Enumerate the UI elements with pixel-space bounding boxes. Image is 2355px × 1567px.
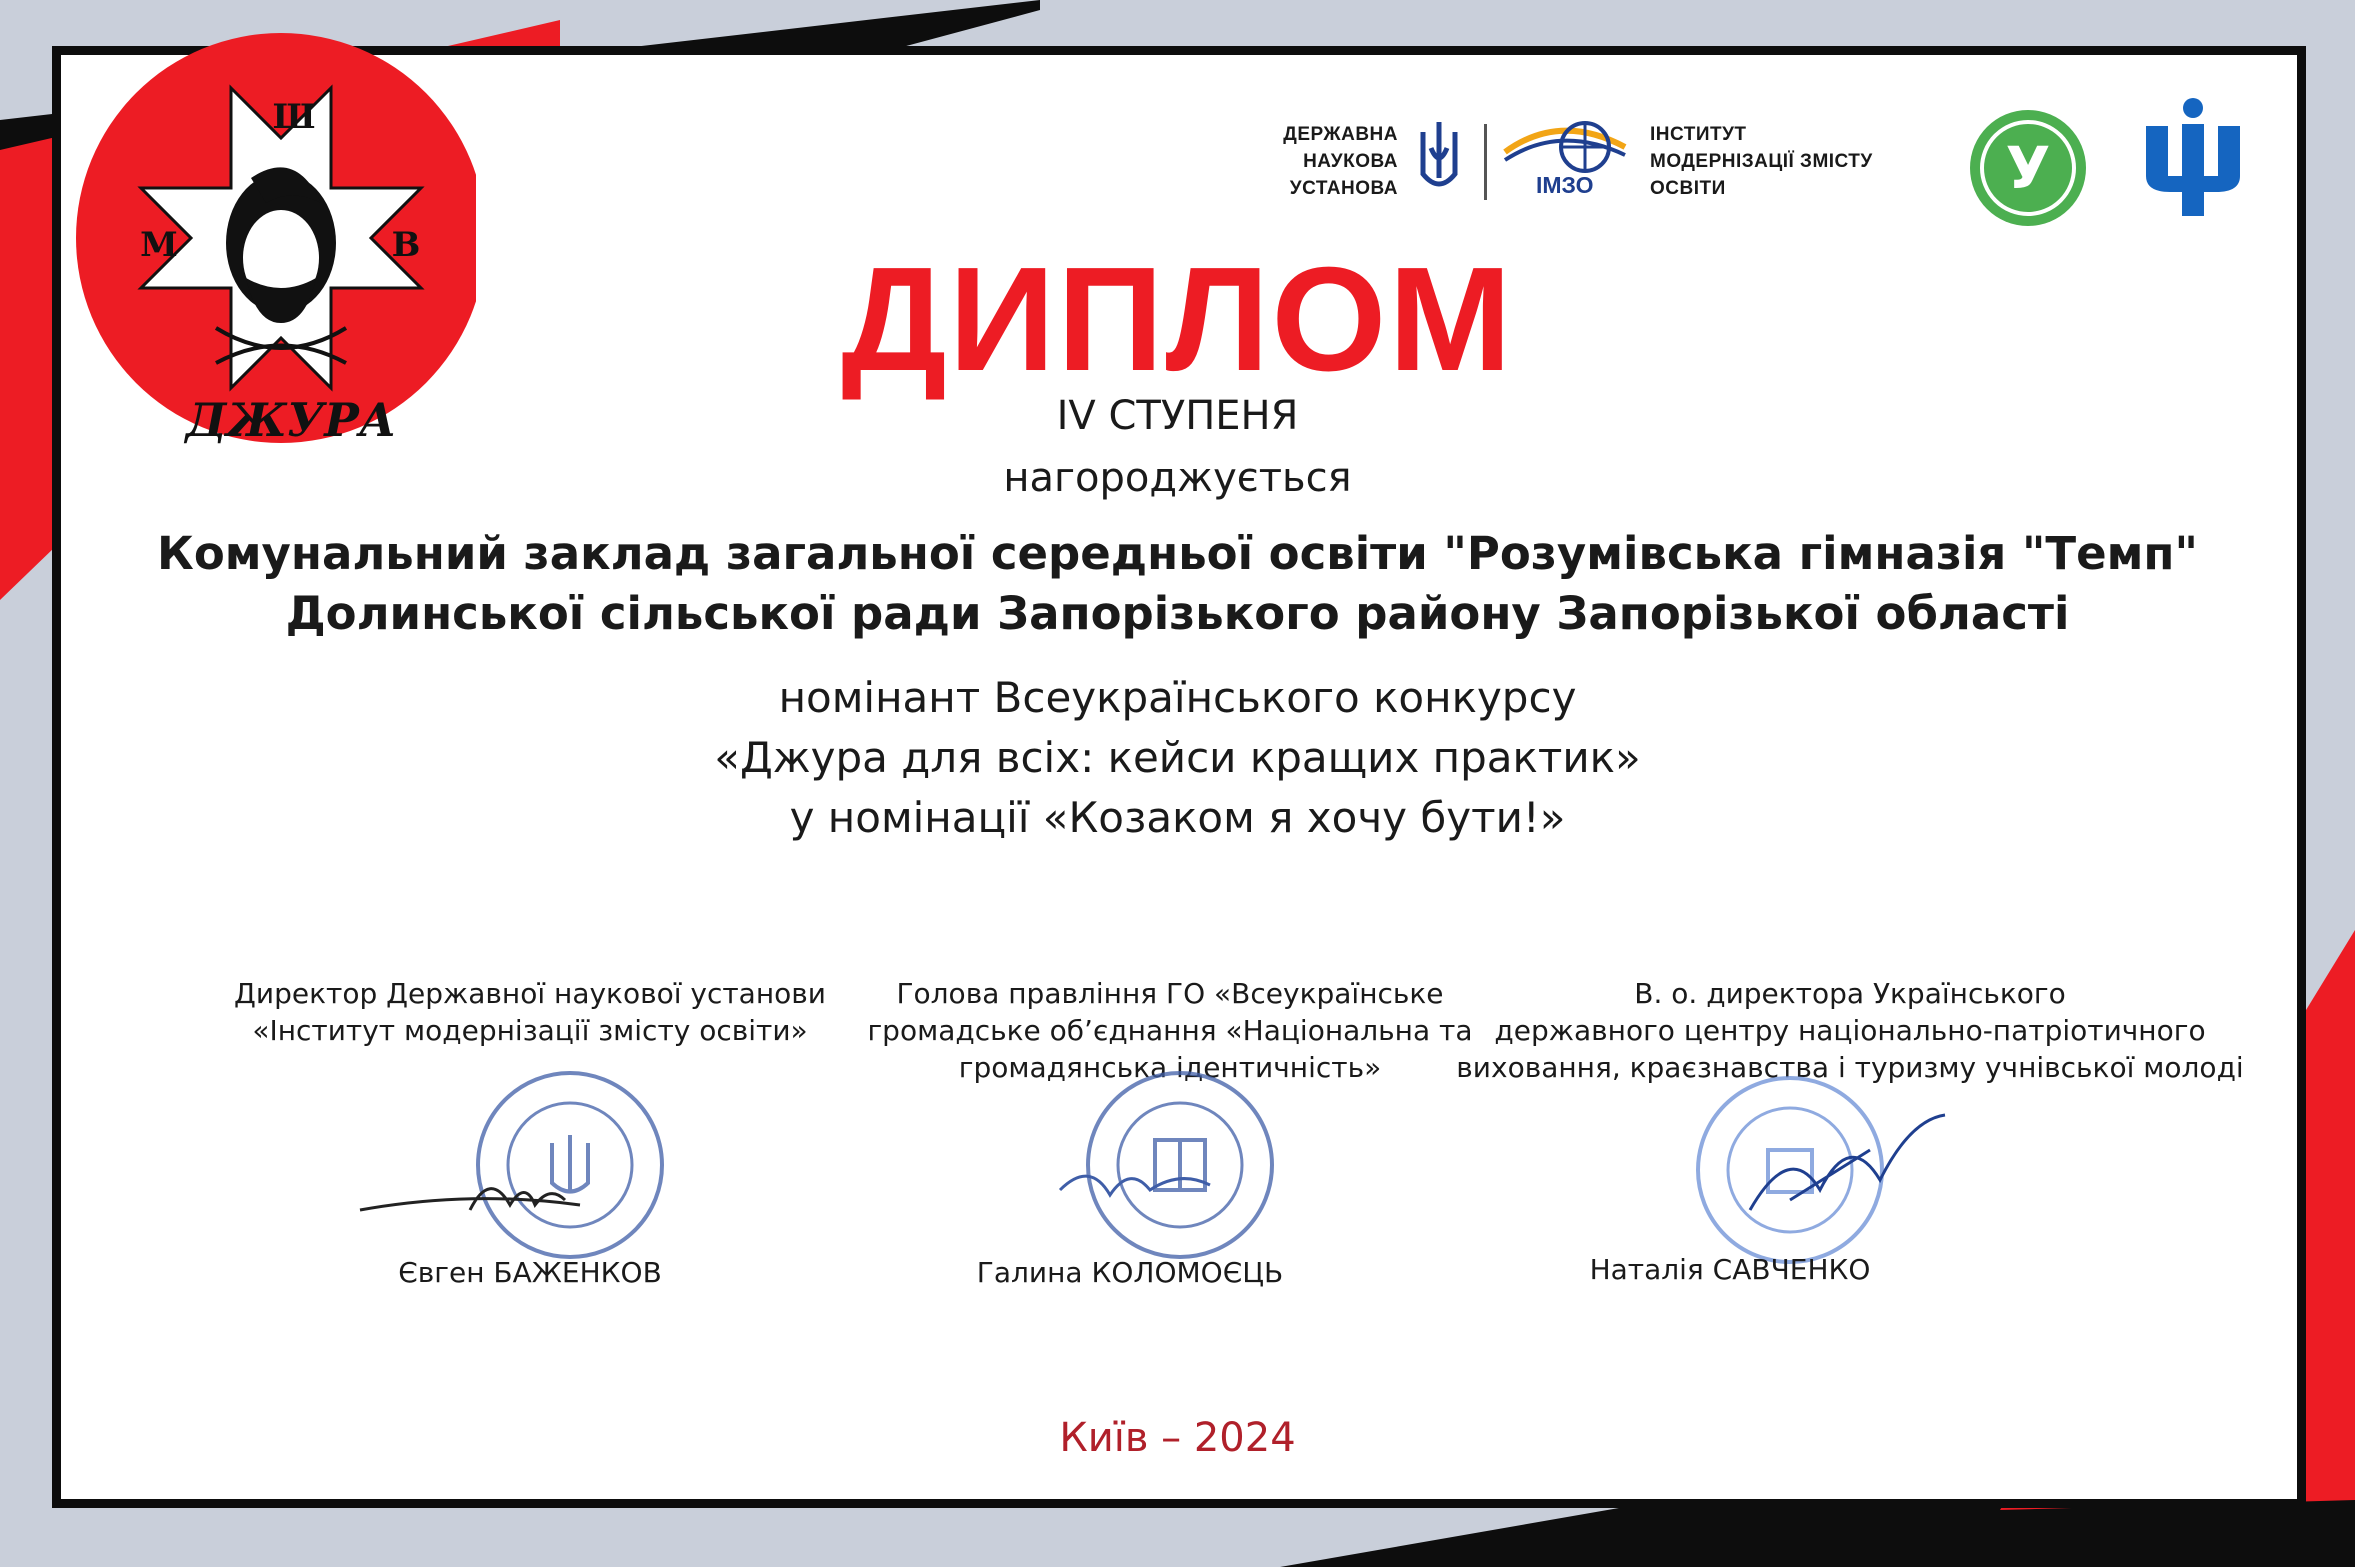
imzo-abbr: ІМЗО <box>1536 172 1594 198</box>
signature-3 <box>1730 1110 1960 1230</box>
emblem-caption: ДЖУРА <box>185 393 397 447</box>
signatory-2-name: Галина КОЛОМОЄЦЬ <box>976 1256 1284 1289</box>
nomination-line: номінант Всеукраїнського конкурсу <box>778 673 1577 722</box>
green-u-logo-icon <box>1966 106 2090 230</box>
diploma-title: ДИПЛОМ <box>841 237 1514 402</box>
awardee-organization <box>0 524 2355 644</box>
nomination-text <box>0 668 2355 848</box>
svg-text:У: У <box>2005 134 2051 202</box>
place-and-year: Київ – 2024 <box>1059 1415 1296 1461</box>
signatory-3-position: В. о. директора Українського державного центру національно-патріотичного виховання, краєзнавства і туризму учнівської молоді <box>1456 977 2244 1084</box>
diploma-degree: IV СТУПЕНЯ <box>1056 393 1299 439</box>
emblem-letter-left: М <box>140 225 178 265</box>
nomination-line: «Джура для всіх: кейси кращих практик» <box>714 733 1641 782</box>
emblem-letter-top: Ш <box>272 97 316 137</box>
awardee-line: Долинської сільської ради Запорізького району Запорізької області <box>285 587 2070 640</box>
signatory-1-position: Директор Державної наукової установи «Інститут модернізації змісту освіти» <box>234 977 826 1047</box>
institute-label: ІНСТИТУТ МОДЕРНІЗАЦІЇ ЗМІСТУ ОСВІТИ <box>1650 124 1873 199</box>
signature-2 <box>1050 1140 1290 1220</box>
signatory-3-name: Наталія САВЧЕНКО <box>1589 1253 1871 1286</box>
signatory-2-position: Голова правління ГО «Всеукраїнське громадське об’єднання «Національна та громадянська ідентичність» <box>867 977 1473 1084</box>
trident-icon <box>1415 118 1463 204</box>
signature-1 <box>350 1150 680 1230</box>
emblem-letter-right: В <box>391 225 421 265</box>
awardee-line: Комунальний заклад загальної середньої освіти "Розумівська гімназія "Темп" <box>157 527 2198 580</box>
logo-divider <box>1484 124 1487 200</box>
blue-i-logo-icon <box>2140 96 2246 218</box>
signatory-1-name: Євген БАЖЕНКОВ <box>398 1256 662 1289</box>
nomination-line: у номінації «Козаком я хочу бути!» <box>789 793 1566 842</box>
state-institution-label: ДЕРЖАВНА НАУКОВА УСТАНОВА <box>1283 124 1398 199</box>
awarded-label: нагороджується <box>1003 455 1352 501</box>
